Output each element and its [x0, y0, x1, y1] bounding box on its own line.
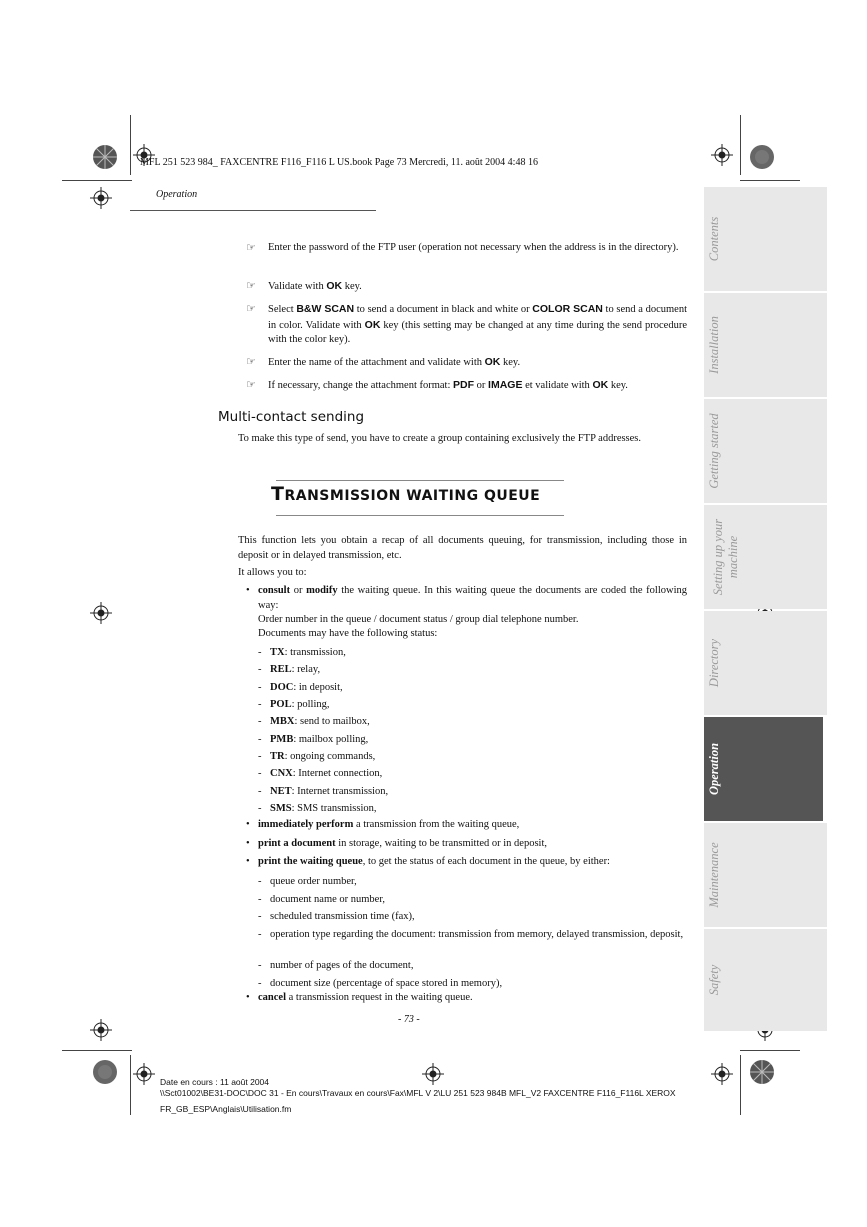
print-option-item: - number of pages of the document,: [258, 960, 414, 971]
bullet-consult: • consult or modify the waiting queue. In this waiting queue the documents are coded the following way:: [246, 585, 687, 611]
step-item: ☞ Enter the name of the attachment and validate with OK key.: [246, 355, 521, 368]
print-option-item: - operation type regarding the document: transmission from memory, delayed transmission, deposit,: [258, 929, 684, 940]
registration-mark-icon: [90, 187, 112, 209]
page-number: - 73 -: [398, 1014, 420, 1025]
status-item: - TR: ongoing commands,: [258, 751, 376, 763]
pointing-hand-icon: ☞: [246, 378, 256, 391]
key-label: OK: [326, 280, 343, 292]
bullet-print-queue: • print the waiting queue, to get the status of each document in the queue, by either:: [246, 856, 610, 867]
key-label: IMAGE: [488, 379, 523, 391]
bullet-print-document: • print a document in storage, waiting to be transmitted or in deposit,: [246, 838, 548, 849]
pointing-hand-icon: ☞: [246, 241, 256, 254]
key-label: OK: [592, 379, 609, 391]
footer-date: Date en cours : 11 août 2004: [160, 1077, 270, 1087]
tab-label: Operation: [707, 742, 721, 796]
status-intro: Documents may have the following status:: [258, 628, 438, 639]
tab-label: Contents: [707, 216, 721, 262]
key-label: COLOR SCAN: [532, 303, 603, 315]
step-item: ☞ If necessary, change the attachment format: PDF or IMAGE et validate with OK key.: [246, 378, 628, 391]
tab-label: Safety: [707, 964, 721, 996]
status-item: - TX: transmission,: [258, 647, 346, 658]
print-option-item: - document size (percentage of space stored in memory),: [258, 978, 503, 989]
key-label: OK: [364, 318, 381, 331]
tab-safety[interactable]: [704, 929, 827, 1031]
bullet-cancel: • cancel a transmission request in the waiting queue.: [246, 992, 473, 1003]
book-header-line: MFL 251 523 984_ FAXCENTRE F116_F116 L US.book Page 73 Mercredi, 11. août 2004 4:48 16: [140, 157, 538, 168]
status-item: - REL: relay,: [258, 664, 321, 676]
status-item: - MBX: send to mailbox,: [258, 716, 370, 728]
step-item: ☞ Enter the password of the FTP user (operation not necessary when the address is in the directory).: [246, 241, 679, 254]
allows-line: It allows you to:: [238, 567, 307, 578]
registration-mark-icon: [90, 1019, 112, 1041]
pointing-hand-icon: ☞: [246, 279, 256, 292]
tab-label: machine: [726, 535, 740, 579]
color-wheel-icon: [92, 1059, 118, 1085]
tab-label: Directory: [707, 638, 721, 688]
multi-contact-heading: Multi-contact sending: [218, 409, 365, 425]
queue-intro: This function lets you obtain a recap of all documents queuing, for transmission, including those in deposit or in delayed transmission, etc.: [238, 535, 687, 561]
color-wheel-icon: [92, 144, 118, 170]
bullet-perform: • immediately perform a transmission from the waiting queue,: [246, 819, 520, 830]
footer-path: \\Sct01002\BE31-DOC\DOC 31 - En cours\Travaux en cours\Fax\MFL V 2\LU 251 523 984B MFL_V2 FAXCENTRE F116_F116L XEROX: [160, 1088, 676, 1098]
registration-mark-icon: [422, 1063, 444, 1085]
registration-mark-icon: [133, 1063, 155, 1085]
tab-label: Setting up your: [711, 518, 725, 596]
status-item: - PMB: mailbox polling,: [258, 733, 369, 745]
pointing-hand-icon: ☞: [246, 302, 256, 315]
pointing-hand-icon: ☞: [246, 355, 256, 368]
tab-installation[interactable]: [704, 293, 827, 397]
print-option-item: - queue order number,: [258, 876, 357, 887]
key-label: OK: [484, 356, 501, 368]
status-item: - SMS: SMS transmission,: [258, 803, 377, 815]
order-line: Order number in the queue / document status / group dial telephone number.: [258, 614, 579, 625]
footer-file: FR_GB_ESP\Anglais\Utilisation.fm: [160, 1104, 292, 1114]
tab-getting-started[interactable]: [704, 399, 827, 503]
tab-contents[interactable]: [704, 187, 827, 291]
status-item: - POL: polling,: [258, 699, 330, 711]
tab-maintenance[interactable]: [704, 823, 827, 927]
color-wheel-icon: [749, 1059, 775, 1085]
print-option-item: - document name or number,: [258, 894, 386, 905]
tab-label: Maintenance: [707, 842, 721, 908]
tab-directory[interactable]: [704, 611, 827, 715]
multi-contact-text: To make this type of send, you have to create a group containing exclusively the FTP addresses.: [238, 433, 642, 444]
registration-mark-icon: [711, 1063, 733, 1085]
step-item: ☞ Select B&W SCAN to send a document in black and white or COLOR SCAN to send a document in color. Validate with OK key (this setting may be changed at any time during the send procedure with the color key).: [246, 302, 688, 345]
key-label: B&W SCAN: [296, 303, 355, 315]
tab-label: Getting started: [707, 413, 721, 489]
status-item: - CNX: Internet connection,: [258, 768, 383, 780]
tab-setting-up-your-machine[interactable]: [704, 505, 827, 609]
registration-mark-icon: [711, 144, 733, 166]
tab-operation[interactable]: [704, 717, 823, 821]
running-section-label: Operation: [156, 189, 198, 200]
header-rule: [130, 210, 376, 211]
status-item: - DOC: in deposit,: [258, 681, 343, 693]
print-option-item: - scheduled transmission time (fax),: [258, 911, 415, 922]
tab-label: Installation: [707, 316, 721, 374]
status-item: - NET: Internet transmission,: [258, 785, 389, 797]
key-label: PDF: [453, 379, 475, 391]
step-item: ☞ Validate with OK key.: [246, 279, 362, 292]
registration-mark-icon: [90, 602, 112, 624]
section-title: TRANSMISSION WAITING QUEUE: [271, 483, 541, 505]
gray-disc-icon: [749, 144, 775, 170]
